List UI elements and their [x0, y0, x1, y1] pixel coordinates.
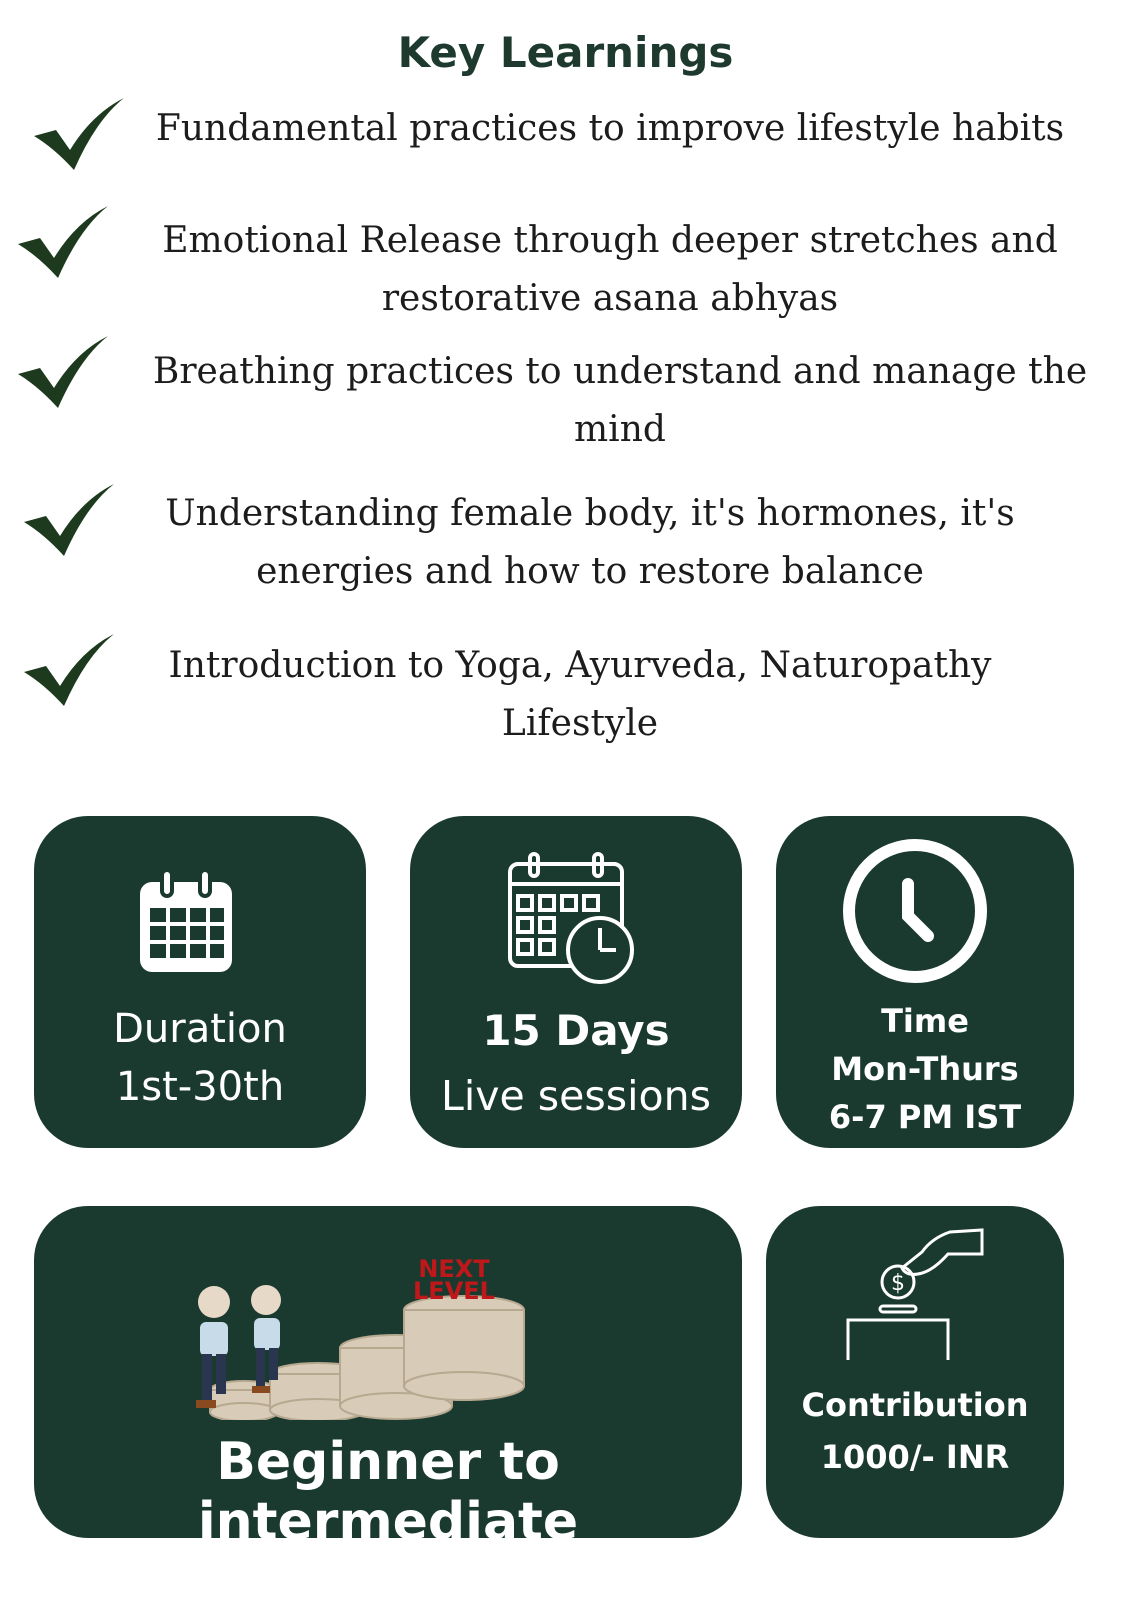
learning-text: Emotional Release through deeper stretches and restorative asana abhyas — [162, 220, 1058, 319]
checkmark-icon — [20, 478, 116, 558]
contribution-label: Contribution — [801, 1386, 1029, 1424]
checkmark-icon — [20, 628, 116, 708]
coin-donation-icon — [840, 1220, 990, 1362]
contribution-card — [766, 1206, 1064, 1538]
calendar-icon — [138, 868, 234, 974]
learning-item-3 — [140, 343, 1100, 459]
days-count: 15 Days — [482, 1006, 670, 1055]
calendar-clock-icon — [504, 852, 640, 988]
learning-item-1 — [140, 100, 1080, 158]
learning-text: Introduction to Yoga, Ayurveda, Naturopathy Lifestyle — [168, 645, 992, 744]
sessions-card — [410, 816, 742, 1148]
learning-text: Breathing practices to understand and manage the mind — [152, 351, 1088, 450]
duration-card — [34, 816, 366, 1148]
learning-item-4 — [140, 485, 1040, 601]
clock-icon — [840, 836, 990, 986]
checkmark-icon — [14, 330, 110, 410]
svg-text:$: $ — [891, 1271, 905, 1296]
next-level-sign — [404, 1255, 504, 1305]
time-hours: 6-7 PM IST — [828, 1098, 1022, 1136]
time-label: Time — [881, 1002, 969, 1040]
level-label: Beginner to intermediate — [197, 1432, 579, 1552]
page-title: Key Learnings — [397, 28, 734, 77]
duration-value: 1st-30th — [115, 1064, 285, 1110]
checkmark-icon — [30, 92, 126, 172]
learning-item-5 — [140, 637, 1020, 753]
days-label: Live sessions — [441, 1072, 711, 1120]
learning-text: Understanding female body, it's hormones, it's energies and how to restore balance — [165, 493, 1015, 592]
next-level-text: NEXT LEVEL — [413, 1255, 495, 1305]
learning-item-2 — [150, 212, 1070, 328]
level-card — [34, 1206, 742, 1552]
time-card — [776, 816, 1074, 1148]
time-days: Mon-Thurs — [831, 1050, 1019, 1088]
checkmark-icon — [14, 200, 110, 280]
duration-label: Duration — [113, 1006, 287, 1052]
contribution-amount: 1000/- INR — [820, 1438, 1010, 1476]
learning-text: Fundamental practices to improve lifestyle habits — [155, 108, 1065, 149]
